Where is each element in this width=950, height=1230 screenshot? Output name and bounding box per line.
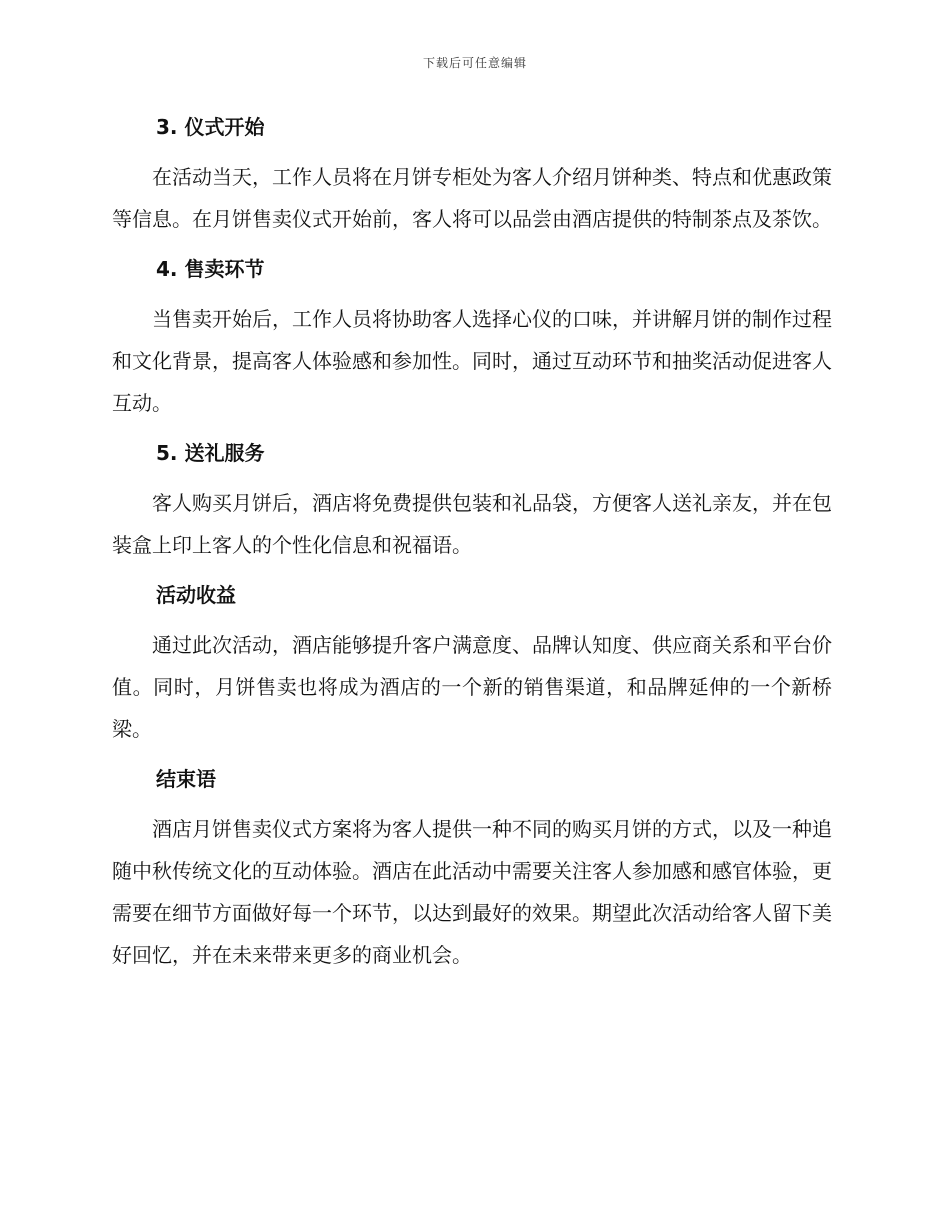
section-heading-sales: 4. 售卖环节 [156, 257, 265, 281]
page-header-note: 下载后可任意编辑 [422, 56, 527, 70]
section-heading-benefits: 活动收益 [156, 583, 236, 607]
section-paragraph-gift-service: 客人购买月饼后，酒店将免费提供包装和礼品袋，方便客人送礼亲友，并在包装盒上印上客人的个性化信息和祝福语。 [112, 491, 832, 557]
section-paragraph-conclusion: 酒店月饼售卖仪式方案将为客人提供一种不同的购买月饼的方式，以及一种追随中秋传统文化的互动体验。酒店在此活动中需要关注客人参加感和感官体验，更需要在细节方面做好每一个环节，以达到最好的效果。期望此次活动给客人留下美好回忆，并在未来带来更多的商业机会。 [112, 817, 832, 967]
document-body [112, 112, 832, 990]
section-paragraph-sales: 当售卖开始后，工作人员将协助客人选择心仪的口味，并讲解月饼的制作过程和文化背景，提高客人体验感和参加性。同时，通过互动环节和抽奖活动促进客人互动。 [112, 307, 832, 415]
section-paragraph-ceremony-start: 在活动当天，工作人员将在月饼专柜处为客人介绍月饼种类、特点和优惠政策等信息。在月饼售卖仪式开始前，客人将可以品尝由酒店提供的特制茶点及茶饮。 [112, 165, 832, 231]
section-paragraph-benefits: 通过此次活动，酒店能够提升客户满意度、品牌认知度、供应商关系和平台价值。同时，月饼售卖也将成为酒店的一个新的销售渠道，和品牌延伸的一个新桥梁。 [112, 633, 832, 741]
section-heading-ceremony-start: 3. 仪式开始 [156, 115, 265, 139]
section-heading-gift-service: 5. 送礼服务 [156, 441, 265, 465]
section-heading-conclusion: 结束语 [156, 767, 216, 791]
